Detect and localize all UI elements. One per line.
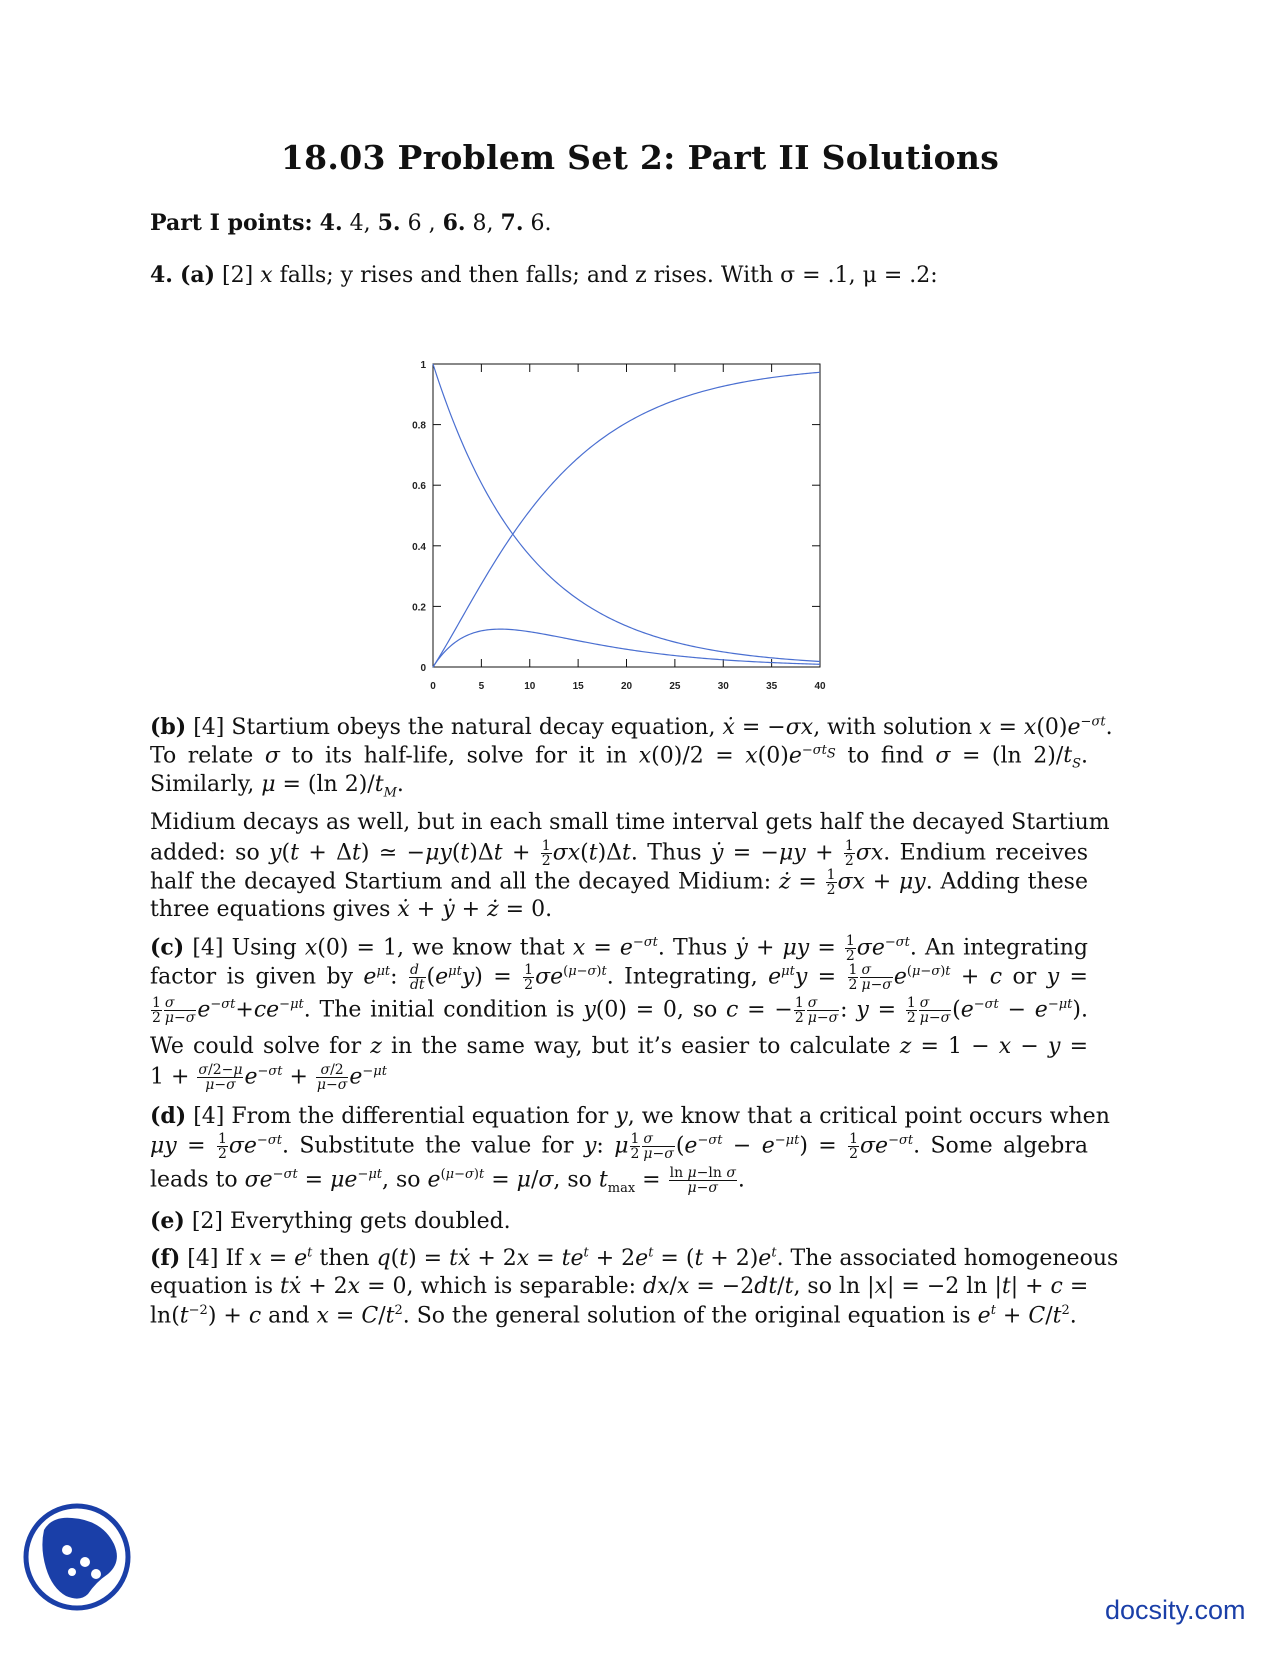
x-tick-label: 10 bbox=[524, 681, 536, 692]
docsity-brand-text[interactable]: docsity.com bbox=[1105, 1595, 1246, 1625]
x-tick-label: 30 bbox=[717, 681, 729, 692]
part-b-line-3: Similarly, μ = (ln $2)/t_M$. bbox=[150, 772, 404, 801]
x-tick-label: 5 bbox=[478, 681, 485, 692]
y-tick-label: 0.4 bbox=[412, 541, 426, 553]
part-b-line-2: To relate σ to its half-life, solve for it in $x(0)/2 = x(0)e^{-\sigma t_S}$ to find σ = (ln $2)/t_S$. bbox=[150, 743, 1089, 772]
part-b-line-1: (b) [4] Startium obeys the natural decay equation, ẋ = −σx, with solution $x = x(0)e^{-\sigma t}$. bbox=[150, 714, 1113, 740]
x-tick-label: 15 bbox=[572, 681, 584, 692]
part-c-line-2: factor is given by $e^{\mu t}$: $\frac{d}{dt}$ $(e^{\mu t}y)$ = $\frac{1}{2}$ $\sigma e^{(\mu-\sigma)t}$. Integrating, $e^{\mu t}y$ = $\frac{1}{2}$ $\frac{\sigma}{\mu-\sigma}$ $e^{(\mu-\sigma)t} + c$ or y = bbox=[150, 962, 1088, 993]
problem-4a-text: falls; y rises and then falls; and z rises. With σ = .1, μ = .2: bbox=[279, 263, 938, 288]
x-tick-label: 20 bbox=[620, 681, 633, 692]
plot-frame bbox=[433, 364, 820, 667]
part-d-line-3: leads to $\sigma e^{-\sigma t} = \mu e^{-\mu t}$, so $e^{(\mu-\sigma)t} = \mu/\sigma$, so $t_{max}$ = $\frac{\text{ln μ−ln σ}}{\mu-\sigma}$ . bbox=[150, 1165, 745, 1196]
part-c-line-4: We could solve for z in the same way, but it’s easier to calculate z = 1 − x − y = bbox=[150, 1034, 1088, 1059]
item-num: 7. bbox=[500, 210, 524, 236]
item-num: 6. bbox=[442, 210, 466, 236]
part-b-line-4: Midium decays as well, but in each small time interval gets half the decayed Startium bbox=[150, 810, 1110, 835]
part-f-line-1: (f) [4] If $x = e^t$ then q(t) = tẋ + $2x = te^t + 2e^t = (t + 2)e^t$. The associated homogeneous bbox=[150, 1245, 1119, 1271]
part1-points-line: Part I points: 4. 4, 5. 6 , 6. 8, 7. 6. bbox=[150, 210, 552, 236]
solution-plot bbox=[395, 352, 826, 692]
part-b-line-7: three equations gives ẋ + ẏ + ż = 0. bbox=[150, 897, 553, 922]
part-b-line-5: added: so y(t + Δt) ≃ −μy(t)Δt + $\frac{1}{2}$ σx(t)Δt. Thus ẏ = −μy + $\frac{1}{2}$ σx. Endium receives bbox=[150, 838, 1089, 869]
page-title: 18.03 Problem Set 2: Part II Solutions bbox=[280, 138, 1000, 177]
part-d-line-2: μy = $\frac{1}{2}$ $\sigma e^{-\sigma t}$. Substitute the value for y: μ $\frac{1}{2}$ $\frac{\sigma}{\mu-\sigma}$ $(e^{-\sigma t} - e^{-\mu t})$ = $\frac{1}{2}$ $\sigma e^{-\sigma t}$. Some algebra bbox=[150, 1131, 1089, 1162]
part-e-line: (e) [2] Everything gets doubled. bbox=[150, 1208, 511, 1234]
series-line-z bbox=[433, 372, 820, 667]
part-c-line-5: 1 + $\frac{\sigma/2-\mu}{\mu-\sigma}$ $e^{-\sigma t}$ + $\frac{\sigma/2}{\mu-\sigma}$ $e^{-\mu t}$ bbox=[150, 1062, 387, 1093]
problem-4a-line: 4. (a) [2] x falls; y rises and then falls; and z rises. With σ = .1, μ = .2: bbox=[150, 262, 938, 288]
item-points: 8 bbox=[472, 211, 487, 236]
points-label: [2] bbox=[222, 263, 254, 288]
part-c-line-3: $\frac{1}{2}$ $\frac{\sigma}{\mu-\sigma}$ $e^{-\sigma t}+ce^{-\mu t}$. The initial condition is y(0) = 0, so c = − $\frac{1}{2}$ $\frac{\sigma}{\mu-\sigma}$ : y = $\frac{1}{2}$ $\frac{\sigma}{\mu-\sigma}$ $(e^{-\sigma t} - e^{-\mu t})$. bbox=[152, 995, 1088, 1026]
part-d-line-1: (d) [4] From the differential equation for y, we know that a critical point occurs when bbox=[150, 1103, 1110, 1129]
item-points: 6 bbox=[530, 211, 545, 236]
item-num: 4. bbox=[319, 210, 343, 236]
item-points: 6 bbox=[407, 211, 422, 236]
part-f-line-2: equation is tẋ + 2x = 0, which is separable: dx/x = −2dt/t, so ln |x| = −2 ln |t| + c = bbox=[150, 1274, 1089, 1299]
x-tick-label: 0 bbox=[430, 681, 436, 692]
part1-points-label: Part I points: bbox=[150, 210, 313, 236]
y-tick-label: 0.2 bbox=[412, 602, 426, 614]
y-tick-label: 1 bbox=[420, 360, 426, 371]
item-points: 4 bbox=[349, 211, 364, 236]
y-tick-label: 0 bbox=[420, 663, 426, 674]
x-tick-label: 40 bbox=[814, 681, 826, 692]
docsity-logo-icon[interactable] bbox=[22, 1502, 132, 1612]
problem-number: 4. bbox=[150, 262, 173, 288]
item-num: 5. bbox=[377, 210, 401, 236]
series-line-x bbox=[433, 364, 820, 661]
x-tick-label: 35 bbox=[766, 681, 778, 692]
part-b-line-6: half the decayed Startium and all the decayed Midium: ż = $\frac{1}{2}$ σx + μy. Adding these bbox=[150, 867, 1088, 898]
y-tick-label: 0.8 bbox=[412, 420, 426, 432]
x-tick-label: 25 bbox=[669, 681, 681, 692]
part-label: (a) bbox=[179, 262, 216, 288]
part-c-line-1: (c) [4] Using x(0) = 1, we know that $x = e^{-\sigma t}$. Thus ẏ + μy = $\frac{1}{2}$ $\sigma e^{-\sigma t}$. An integrating bbox=[150, 933, 1089, 964]
y-tick-label: 0.6 bbox=[412, 481, 426, 493]
part-f-line-3: $\ln(t^{-2}) + c$ and $x = C/t^2$. So the general solution of the original equation is $e^t + C/t^2$. bbox=[150, 1303, 1077, 1329]
